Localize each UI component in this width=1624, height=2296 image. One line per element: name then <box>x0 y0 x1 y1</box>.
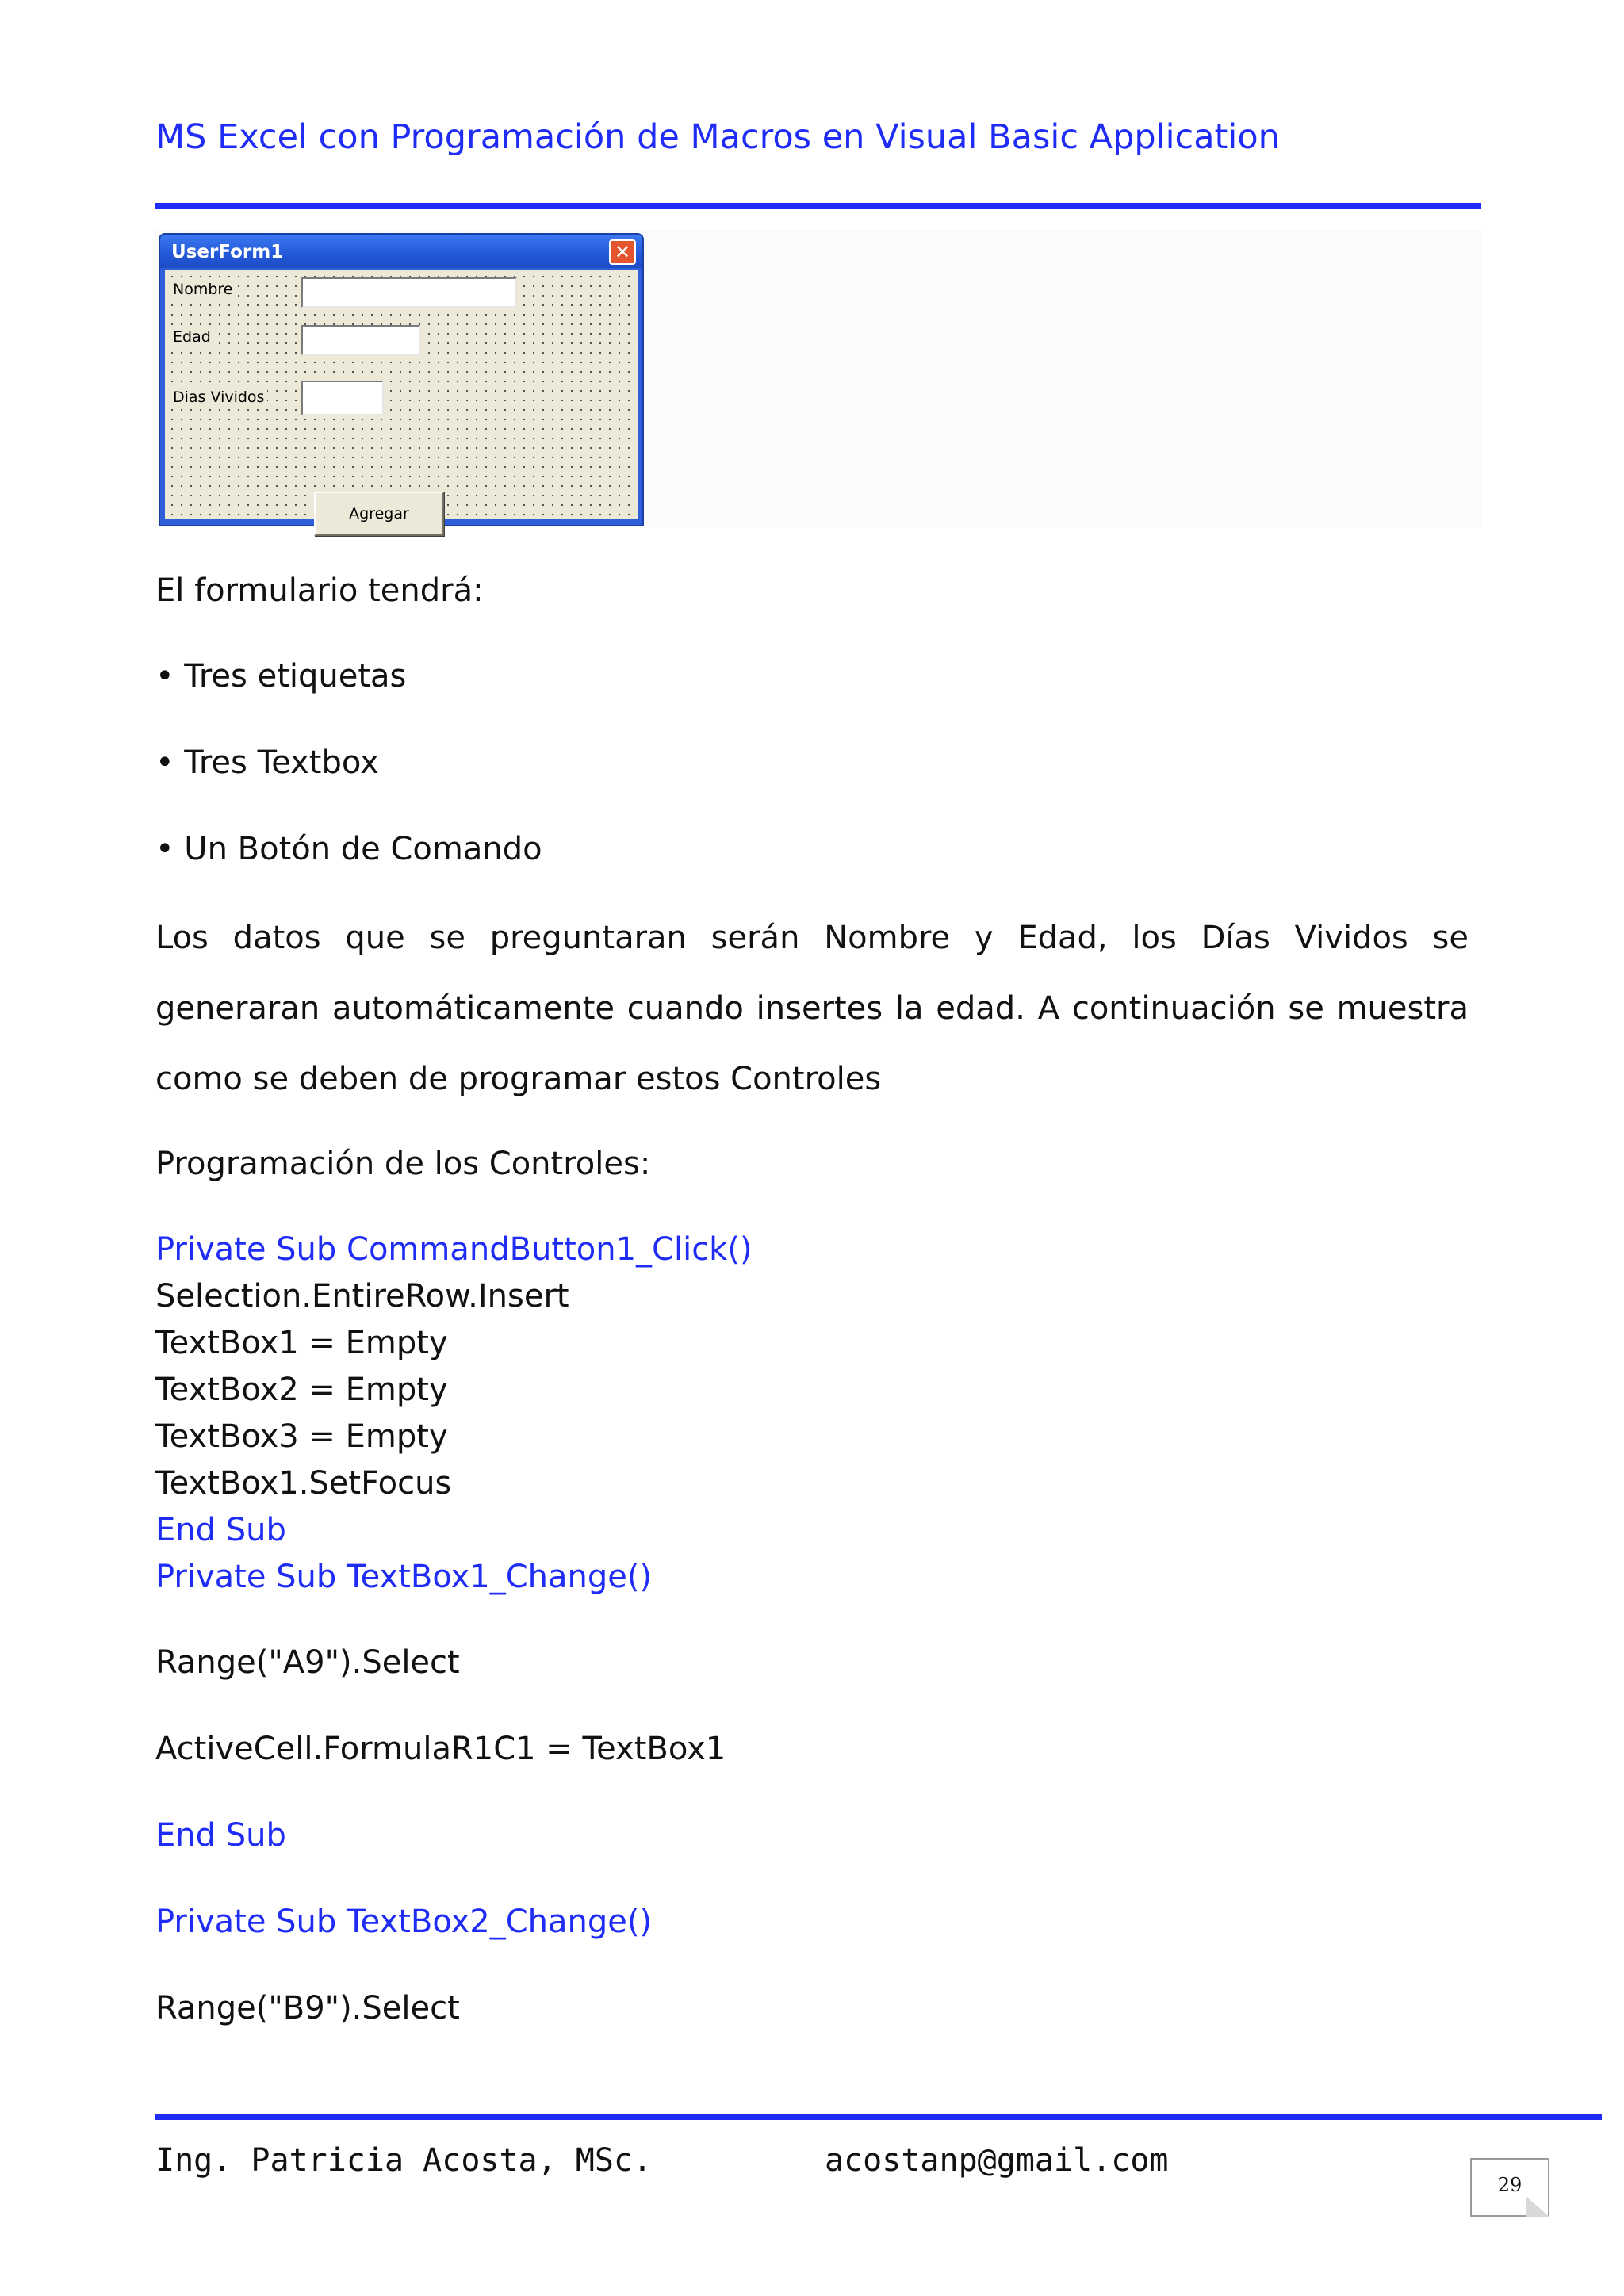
header-title: MS Excel con Programación de Macros en Visual Basic Application <box>155 117 1280 157</box>
description-paragraph: Los datos que se preguntaran serán Nombre y Edad, los Días Vividos se generaran automáticamente cuando insertes la edad. A continuación se muestra como se deben de programar estos Controles <box>155 920 1469 1097</box>
code-line: Range("B9").Select <box>155 1990 460 2026</box>
header-divider <box>155 203 1481 209</box>
page-number-box <box>1470 2158 1549 2217</box>
userform-window <box>159 233 644 526</box>
textbox-edad[interactable] <box>301 325 420 355</box>
bullet-item: • Un Botón de Comando <box>155 831 542 867</box>
code-line: Private Sub CommandButton1_Click() <box>155 1231 753 1268</box>
label-edad: Edad <box>170 327 214 347</box>
textbox-dias-vividos[interactable] <box>301 381 384 415</box>
code-line: TextBox2 = Empty <box>155 1372 448 1408</box>
page-number: 29 <box>1497 2174 1522 2196</box>
close-icon[interactable]: ✕ <box>609 239 636 265</box>
code-line: TextBox1 = Empty <box>155 1325 448 1361</box>
code-line: TextBox3 = Empty <box>155 1418 448 1455</box>
footer-divider <box>155 2114 1602 2120</box>
code-line: End Sub <box>155 1817 286 1854</box>
footer-author: Ing. Patricia Acosta, MSc. <box>155 2142 653 2179</box>
bullet-item: • Tres etiquetas <box>155 658 407 695</box>
code-line: Private Sub TextBox2_Change() <box>155 1904 653 1940</box>
code-line: ActiveCell.FormulaR1C1 = TextBox1 <box>155 1731 726 1767</box>
label-nombre: Nombre <box>170 279 236 300</box>
agregar-button[interactable]: Agregar <box>314 492 444 536</box>
section-title: Programación de los Controles: <box>155 1146 651 1182</box>
bullet-item: • Tres Textbox <box>155 744 379 781</box>
page-curl-icon <box>1526 2196 1549 2217</box>
textbox-nombre[interactable] <box>301 277 517 308</box>
code-line: Selection.EntireRow.Insert <box>155 1278 569 1314</box>
footer-email: acostanp@gmail.com <box>825 2142 1169 2179</box>
code-line: End Sub <box>155 1512 286 1548</box>
userform-title: UserForm1 <box>171 242 284 262</box>
code-line: TextBox1.SetFocus <box>155 1465 452 1502</box>
label-dias-vividos: Dias Vividos <box>170 387 267 408</box>
code-line: Range("A9").Select <box>155 1644 460 1681</box>
code-line: Private Sub TextBox1_Change() <box>155 1559 653 1595</box>
userform-client-area <box>165 270 638 522</box>
userform-titlebar <box>160 235 642 268</box>
intro-text: El formulario tendrá: <box>155 572 484 609</box>
